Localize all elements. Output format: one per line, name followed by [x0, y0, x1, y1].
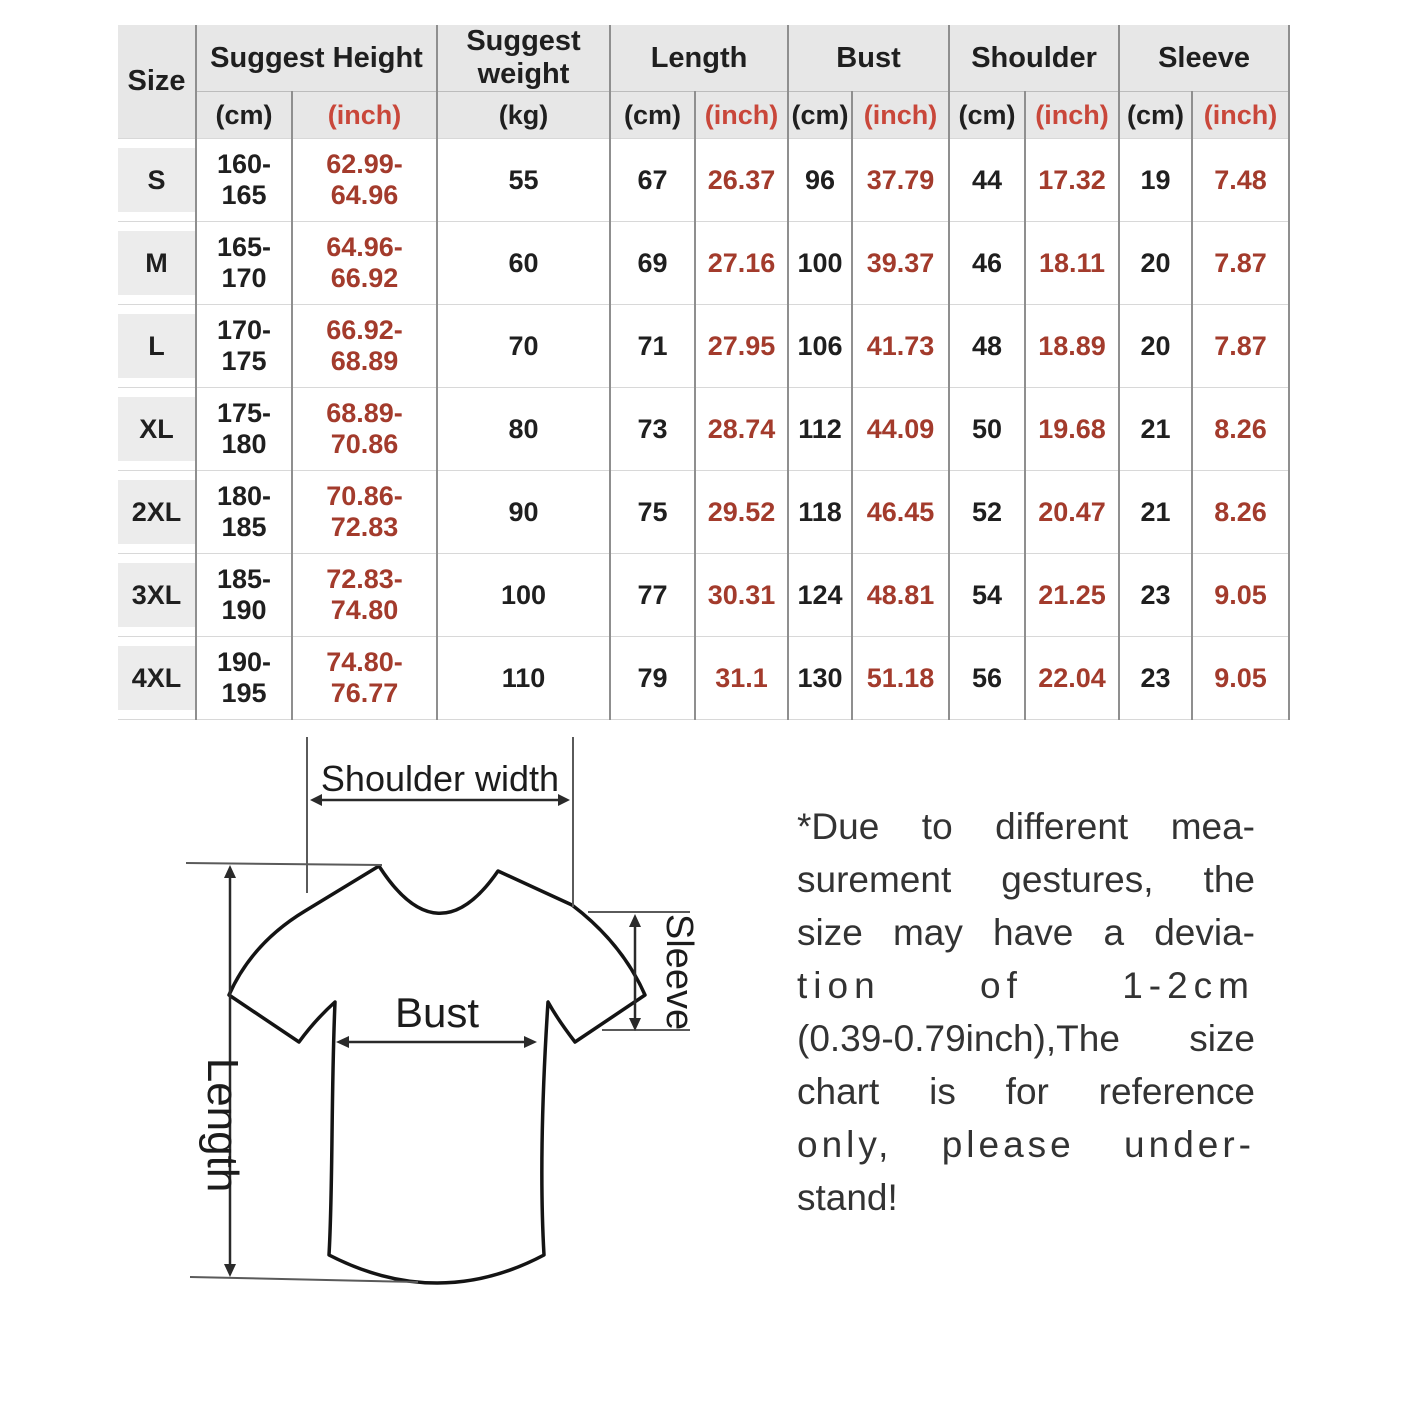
value-inch-cell: 8.26: [1192, 471, 1289, 554]
value-inch-cell: 44.09: [852, 388, 949, 471]
measurement-note: [797, 800, 1255, 1224]
arrowhead: [558, 794, 570, 806]
value-inch-cell: 70.86-72.83: [292, 471, 437, 554]
arrowhead: [629, 914, 641, 927]
value-cell: 124: [788, 554, 852, 637]
value-cell: 19: [1119, 139, 1192, 222]
size-label: XL: [118, 397, 195, 461]
value-inch-cell: 37.79: [852, 139, 949, 222]
value-cell: 23: [1119, 554, 1192, 637]
value-cell: 100: [437, 554, 610, 637]
column-group-header: Shoulder: [949, 25, 1119, 92]
value-cell: 79: [610, 637, 695, 720]
value-cell: 69: [610, 222, 695, 305]
column-group-header: Suggest Height: [196, 25, 437, 92]
size-chart-table: [118, 25, 1290, 720]
table-row: [118, 471, 1289, 554]
value-cell: 20: [1119, 305, 1192, 388]
note-line: size may have a devia-: [797, 912, 1255, 953]
shoulder-width-label: Shoulder width: [320, 758, 560, 799]
note-line: chart is for reference: [797, 1071, 1255, 1112]
value-inch-cell: 18.89: [1025, 305, 1119, 388]
value-inch-cell: 68.89-70.86: [292, 388, 437, 471]
table-row: [118, 222, 1289, 305]
value-cell: 46: [949, 222, 1025, 305]
value-cell: 55: [437, 139, 610, 222]
value-inch-cell: 30.31: [695, 554, 788, 637]
value-inch-cell: 64.96-66.92: [292, 222, 437, 305]
value-inch-cell: 28.74: [695, 388, 788, 471]
value-cell: 50: [949, 388, 1025, 471]
size-label: 3XL: [118, 563, 195, 627]
value-cell: 118: [788, 471, 852, 554]
value-cell: 77: [610, 554, 695, 637]
value-cell: 44: [949, 139, 1025, 222]
value-cell: 175-180: [196, 388, 292, 471]
unit-header: (cm): [610, 92, 695, 139]
value-cell: 75: [610, 471, 695, 554]
value-cell: 20: [1119, 222, 1192, 305]
note-line: tion of 1-2cm: [797, 965, 1255, 1006]
header-unit-row: [118, 92, 1289, 139]
value-inch-cell: 31.1: [695, 637, 788, 720]
size-label: M: [118, 231, 195, 295]
header-group-row: [118, 25, 1289, 92]
value-cell: 23: [1119, 637, 1192, 720]
value-cell: 48: [949, 305, 1025, 388]
value-cell: 71: [610, 305, 695, 388]
value-inch-cell: 22.04: [1025, 637, 1119, 720]
unit-header: (kg): [437, 92, 610, 139]
size-cell: [118, 305, 196, 388]
table-row: [118, 305, 1289, 388]
value-inch-cell: 51.18: [852, 637, 949, 720]
unit-header: (inch): [292, 92, 437, 139]
size-label: 2XL: [118, 480, 195, 544]
value-inch-cell: 46.45: [852, 471, 949, 554]
value-inch-cell: 18.11: [1025, 222, 1119, 305]
size-cell: [118, 471, 196, 554]
value-inch-cell: 7.48: [1192, 139, 1289, 222]
size-cell: [118, 637, 196, 720]
value-cell: 130: [788, 637, 852, 720]
tshirt-diagram: [150, 715, 710, 1325]
value-cell: 54: [949, 554, 1025, 637]
value-inch-cell: 26.37: [695, 139, 788, 222]
value-inch-cell: 27.95: [695, 305, 788, 388]
size-label: S: [118, 148, 195, 212]
size-cell: [118, 554, 196, 637]
value-inch-cell: 27.16: [695, 222, 788, 305]
column-group-header: Length: [610, 25, 788, 92]
value-cell: 56: [949, 637, 1025, 720]
note-line: only, please under-: [797, 1124, 1255, 1165]
value-cell: 90: [437, 471, 610, 554]
value-inch-cell: 66.92-68.89: [292, 305, 437, 388]
value-cell: 67: [610, 139, 695, 222]
value-inch-cell: 7.87: [1192, 305, 1289, 388]
note-line: stand!: [797, 1177, 898, 1218]
value-cell: 21: [1119, 471, 1192, 554]
table-row: [118, 637, 1289, 720]
value-inch-cell: 7.87: [1192, 222, 1289, 305]
table-header: [118, 25, 1289, 139]
value-inch-cell: 9.05: [1192, 637, 1289, 720]
length-label: Length: [198, 1057, 247, 1193]
value-cell: 180-185: [196, 471, 292, 554]
value-cell: 165-170: [196, 222, 292, 305]
value-inch-cell: 29.52: [695, 471, 788, 554]
value-inch-cell: 72.83-74.80: [292, 554, 437, 637]
value-inch-cell: 74.80-76.77: [292, 637, 437, 720]
value-inch-cell: 8.26: [1192, 388, 1289, 471]
value-cell: 185-190: [196, 554, 292, 637]
value-cell: 110: [437, 637, 610, 720]
value-cell: 52: [949, 471, 1025, 554]
value-cell: 60: [437, 222, 610, 305]
value-cell: 170-175: [196, 305, 292, 388]
table-body: [118, 139, 1289, 720]
sleeve-label: Sleeve: [658, 913, 700, 1031]
value-inch-cell: 41.73: [852, 305, 949, 388]
value-cell: 70: [437, 305, 610, 388]
unit-header: (inch): [1192, 92, 1289, 139]
unit-header: (inch): [852, 92, 949, 139]
value-inch-cell: 9.05: [1192, 554, 1289, 637]
value-cell: 80: [437, 388, 610, 471]
value-inch-cell: 17.32: [1025, 139, 1119, 222]
value-inch-cell: 62.99-64.96: [292, 139, 437, 222]
note-line: surement gestures, the: [797, 859, 1255, 900]
table-row: [118, 388, 1289, 471]
size-column-header: Size: [118, 25, 196, 139]
value-cell: 73: [610, 388, 695, 471]
unit-header: (inch): [1025, 92, 1119, 139]
value-cell: 106: [788, 305, 852, 388]
value-cell: 100: [788, 222, 852, 305]
unit-header: (cm): [949, 92, 1025, 139]
table-row: [118, 139, 1289, 222]
column-group-header: Bust: [788, 25, 949, 92]
unit-header: (cm): [1119, 92, 1192, 139]
size-cell: [118, 139, 196, 222]
unit-header: (inch): [695, 92, 788, 139]
size-label: L: [118, 314, 195, 378]
value-cell: 96: [788, 139, 852, 222]
size-label: 4XL: [118, 646, 195, 710]
bust-label: Bust: [394, 989, 480, 1036]
note-line: *Due to different mea-: [797, 806, 1255, 847]
size-cell: [118, 222, 196, 305]
arrowhead: [224, 865, 236, 878]
value-cell: 160-165: [196, 139, 292, 222]
note-line: (0.39-0.79inch),The size: [797, 1018, 1255, 1059]
value-inch-cell: 39.37: [852, 222, 949, 305]
value-cell: 112: [788, 388, 852, 471]
arrowhead: [224, 1264, 236, 1277]
value-inch-cell: 21.25: [1025, 554, 1119, 637]
length-guide-top: [186, 863, 382, 865]
value-inch-cell: 48.81: [852, 554, 949, 637]
value-inch-cell: 19.68: [1025, 388, 1119, 471]
column-group-header: Sleeve: [1119, 25, 1289, 92]
column-group-header: Suggest weight: [437, 25, 610, 92]
value-cell: 21: [1119, 388, 1192, 471]
value-cell: 190-195: [196, 637, 292, 720]
unit-header: (cm): [196, 92, 292, 139]
table-row: [118, 554, 1289, 637]
unit-header: (cm): [788, 92, 852, 139]
size-cell: [118, 388, 196, 471]
value-inch-cell: 20.47: [1025, 471, 1119, 554]
tshirt-outline: [229, 866, 645, 1283]
